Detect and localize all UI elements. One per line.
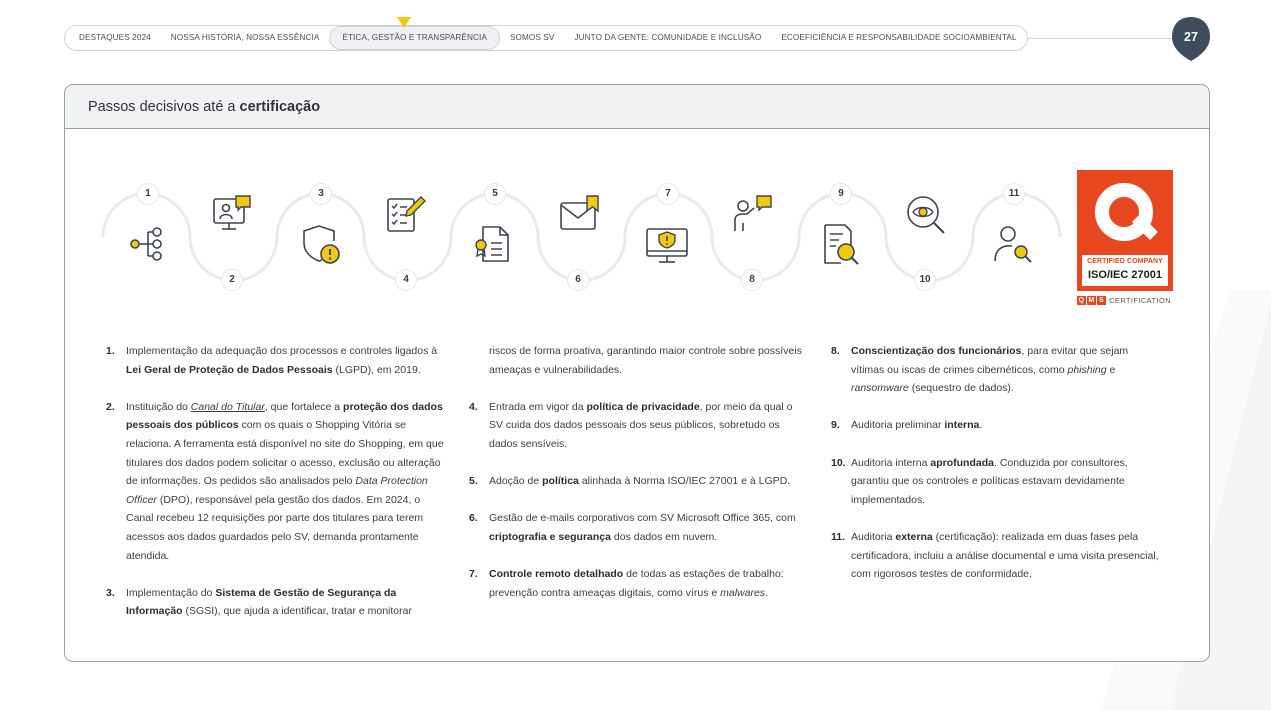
- item-number: 3.: [106, 586, 115, 599]
- list-item-3: 3. Implementação do Sistema de Gestão de Segurança da Informação (SGSI), que ajuda a identificar, tratar e monitorar: [106, 584, 446, 621]
- page-number: 27: [1184, 30, 1198, 44]
- qms-suffix: CERTIFICATION: [1109, 295, 1172, 305]
- list-item-5: 5. Adoção de política alinhada à Norma ISO/IEC 27001 e à LGPD.: [469, 472, 809, 491]
- eye-search-icon: [904, 193, 950, 239]
- step-number-4: 4: [395, 269, 417, 291]
- step-number-3: 3: [310, 183, 332, 205]
- item-number: 10.: [831, 456, 846, 469]
- item-number: 2.: [106, 400, 115, 413]
- step-number-11: 11: [1003, 183, 1025, 205]
- qms-letter-s: S: [1098, 296, 1105, 304]
- list-item-6: 6. Gestão de e-mails corporativos com SV Microsoft Office 365, com criptografia e segurança dos dados em nuvem.: [469, 509, 809, 546]
- card-title: [65, 85, 1209, 129]
- data-flow-icon: [126, 221, 172, 267]
- certificate-document-icon: [471, 221, 517, 267]
- qms-letter-m: M: [1088, 296, 1095, 304]
- iso-certification-badge: [1077, 170, 1173, 291]
- list-item-11: 11. Auditoria externa (certificação): realizada em duas fases pela certificadora, incluiu a análise documental e uma visita presencial, com rigorosos testes de conformidade.: [831, 528, 1161, 584]
- step-number-10: 10: [914, 269, 936, 291]
- text-column-2: [469, 342, 809, 621]
- step-number-8: 8: [741, 269, 763, 291]
- tab-ecoeficiencia[interactable]: ECOEFICIÊNCIA E RESPONSABILIDADE SOCIOAMBIENTAL: [781, 33, 1017, 42]
- nav-divider-line: [1003, 38, 1175, 39]
- list-item-8: 8. Conscientização dos funcionários, para evitar que sejam vítimas ou iscas de crimes cibernéticos, como phishing e ransomware (sequestro de dados).: [831, 342, 1161, 398]
- checklist-pen-icon: [383, 193, 429, 239]
- qms-certification-logo: [1077, 295, 1171, 305]
- shield-alert-icon: [298, 221, 344, 267]
- card-title-bold: certificação: [239, 98, 321, 115]
- list-item-1: 1. Implementação da adequação dos processos e controles ligados à Lei Geral de Proteção de Dados Pessoais (LGPD), em 2019.: [106, 342, 446, 379]
- step-number-5: 5: [484, 183, 506, 205]
- badge-certified-text: CERTIFIED COMPANY: [1087, 258, 1163, 265]
- step-number-6: 6: [567, 269, 589, 291]
- step-number-2: 2: [221, 269, 243, 291]
- step-number-7: 7: [657, 183, 679, 205]
- qms-letter-q: Q: [1078, 296, 1085, 304]
- tab-etica-gestao[interactable]: ÉTICA, GESTÃO E TRANSPARÊNCIA: [329, 26, 500, 50]
- page-number-badge: [1172, 16, 1210, 62]
- item-number: 7.: [469, 568, 478, 581]
- monitor-shield-icon: [644, 221, 690, 267]
- step-number-1: 1: [137, 183, 159, 205]
- item-number: 1.: [106, 345, 115, 357]
- text-column-3: [831, 342, 1161, 602]
- document-search-icon: [817, 221, 863, 267]
- tab-junto-da-gente[interactable]: JUNTO DA GENTE: COMUNIDADE E INCLUSÃO: [574, 33, 762, 42]
- list-item-7: 7. Controle remoto detalhado de todas as estações de trabalho: prevenção contra ameaças digitais, como vírus e malwares.: [469, 565, 809, 602]
- email-bookmark-icon: [557, 193, 603, 239]
- presenter-chat-icon: [730, 193, 776, 239]
- content-card: [64, 84, 1210, 662]
- list-item-3-continued: riscos de forma proativa, garantindo maior controle sobre possíveis ameaças e vulnerabilidades.: [489, 345, 802, 376]
- item-number: 6.: [469, 512, 478, 525]
- item-number: 5.: [469, 475, 478, 488]
- active-tab-marker: [397, 17, 411, 28]
- canal-do-titular-link[interactable]: Canal do Titular: [190, 400, 265, 413]
- list-item-10: 10. Auditoria interna aprofundada. Conduzida por consultores, garantiu que os controles e políticas estavam devidamente implementados.: [831, 454, 1161, 510]
- list-item-2: 2. Instituição do Canal do Titular, que fortalece a proteção dos dados pessoais dos públicos com os quais o Shopping Vitória se relaciona. A ferramenta está disponível no site do Shopping, em que titulares dos dados podem solicitar o acesso, exclusão ou alteração de informações. Os pedidos são analisados pelo Data Protection Officer (DPO), responsável pela gestão dos dados. Em 2024, o Canal recebeu 12 requisições por parte dos titulares para terem acessos aos dados guardados pelo SV, demanda prontamente atendida.: [106, 398, 446, 565]
- certification-timeline: [99, 181, 1099, 311]
- step-number-9: 9: [830, 183, 852, 205]
- q-logo-icon: [1092, 178, 1158, 248]
- item-number: 11.: [831, 530, 846, 543]
- item-number: 8.: [831, 345, 840, 357]
- tab-destaques[interactable]: DESTAQUES 2024: [79, 33, 151, 42]
- list-item-9: 9. Auditoria preliminar interna.: [831, 416, 1161, 435]
- tab-nossa-historia[interactable]: NOSSA HISTÓRIA, NOSSA ESSÊNCIA: [170, 33, 320, 42]
- section-nav: [64, 25, 1028, 51]
- tab-somos-sv[interactable]: SOMOS SV: [509, 33, 555, 42]
- item-number: 4.: [469, 400, 478, 413]
- text-column-1: [106, 342, 446, 640]
- list-item-4: 4. Entrada em vigor da política de privacidade, por meio da qual o SV cuida dos dados pessoais dos seus públicos, sobretudo os dados sensíveis.: [469, 398, 809, 454]
- user-search-icon: [991, 221, 1037, 267]
- item-number: 9.: [831, 419, 840, 432]
- badge-iso-text: ISO/IEC 27001: [1088, 269, 1162, 281]
- card-title-prefix: Passos decisivos até a: [88, 98, 236, 115]
- user-monitor-chat-icon: [210, 193, 256, 239]
